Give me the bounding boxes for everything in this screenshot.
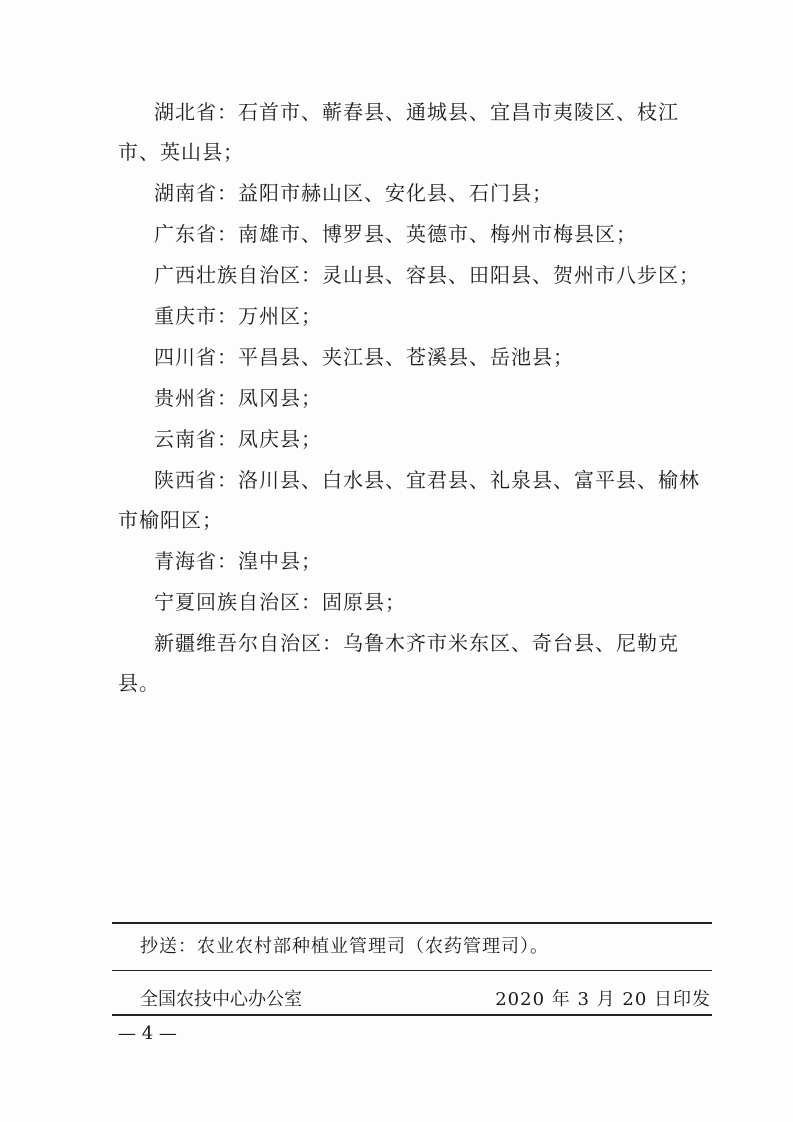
paragraph-guangxi: 广西壮族自治区：灵山县、容县、田阳县、贺州市八步区； [154, 263, 700, 287]
paragraph-chongqing: 重庆市：万州区； [154, 304, 322, 328]
footer-bottom-rule [112, 1014, 712, 1016]
paragraph-yunnan: 云南省：凤庆县； [154, 427, 322, 451]
cc-line: 抄送：农业农村部种植业管理司（农药管理司）。 [140, 936, 549, 957]
paragraph-guizhou: 贵州省：凤冈县； [154, 386, 322, 410]
issuing-office: 全国农技中心办公室 [140, 989, 302, 1010]
paragraph-hubei: 湖北省：石首市、蕲春县、通城县、宜昌市夷陵区、枝江市、英山县； [118, 100, 679, 164]
paragraph-shaanxi: 陕西省：洛川县、白水县、宜君县、礼泉县、富平县、榆林市榆阳区； [118, 468, 700, 532]
footer-top-rule [112, 922, 712, 924]
paragraph-sichuan: 四川省：平昌县、夹江县、苍溪县、岳池县； [154, 345, 574, 369]
paragraph-qinghai: 青海省：湟中县； [154, 549, 322, 573]
document-body [118, 92, 718, 704]
issue-date: 2020 年 3 月 20 日印发 [495, 989, 711, 1010]
paragraph-ningxia: 宁夏回族自治区：固原县； [154, 590, 406, 614]
paragraph-hunan: 湖南省：益阳市赫山区、安化县、石门县； [154, 181, 553, 205]
page-number: — 4 — [118, 1023, 177, 1044]
paragraph-xinjiang: 新疆维吾尔自治区：乌鲁木齐市米东区、奇台县、尼勒克县。 [118, 631, 679, 695]
footer-middle-rule [112, 970, 712, 971]
paragraph-guangdong: 广东省：南雄市、博罗县、英德市、梅州市梅县区； [154, 222, 637, 246]
